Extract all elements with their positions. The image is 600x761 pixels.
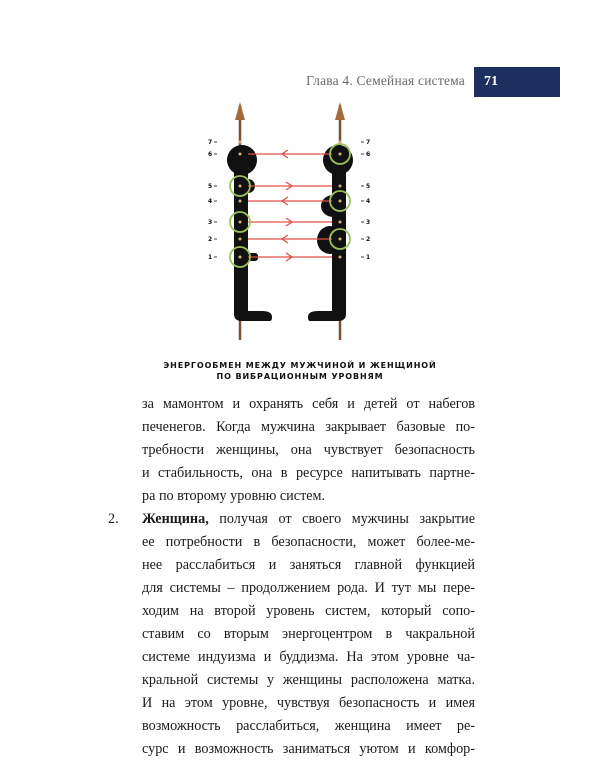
text-line: печенегов. Когда мужчина закрывает базовые по- [142,419,475,435]
text-line: нее расслабиться и заняться главной функцией [142,557,475,573]
level-label-left-7: 7 [208,139,213,146]
male-arrowhead [235,102,245,120]
text-line: ставим со вторым энергоцентром в чакральной [142,626,475,642]
energy-exchange-diagram [190,100,390,350]
level-label-right-1: 1 [366,254,371,261]
text-line: ходим на второй уровень систем, который сопо- [142,603,475,619]
level-label-right-5: 5 [366,183,371,190]
text-line: возможность расслабиться, женщина имеет ре- [142,718,475,734]
list-item-first-rest: получая от своего мужчины закрытие [208,511,475,527]
level-label-left-3: 3 [208,219,213,226]
text-line: кральной системы у женщины расположена матка. [142,672,475,688]
text-line: требности женщины, она чувствует безопасность [142,442,475,458]
diagram-svg [190,100,390,350]
list-item-number: 2. [108,511,119,527]
list-item-term: Женщина, [142,511,209,527]
caption-line-2: ПО ВИБРАЦИОННЫМ УРОВНЯМ [216,372,384,381]
level-label-left-6: 6 [208,151,213,158]
list-item-first-line [142,508,475,531]
caption-line-1: ЭНЕРГООБМЕН МЕЖДУ МУЖЧИНОЙ И ЖЕНЩИНОЙ [163,361,437,370]
text-line: ее потребности в безопасности, может более-ме- [142,534,475,550]
level-label-right-2: 2 [366,236,371,243]
level-label-left-2: 2 [208,236,213,243]
text-line: И на этом уровне, чувствуя безопасность и имея [142,695,475,711]
text-line: для системы – продолжением рода. И тут мы пере- [142,580,475,596]
level-label-left-5: 5 [208,183,213,190]
level-label-left-4: 4 [208,198,213,205]
text-line: системе индуизма и буддизма. На этом уровне ча- [142,649,475,665]
text-line: и стабильность, она в ресурсе напитывать партне- [142,465,475,481]
male-silhouette [227,145,272,321]
level-label-right-6: 6 [366,151,371,158]
page-header [0,67,600,97]
level-label-right-4: 4 [366,198,371,205]
text-line: ра по второму уровню систем. [142,488,326,504]
page-number: 71 [474,67,560,97]
level-label-left-1: 1 [208,254,213,261]
chapter-title: Глава 4. Семейная система [306,73,465,88]
female-silhouette [308,145,353,321]
female-arrowhead [335,102,345,120]
text-line: сурс и возможность заниматься уютом и комфор- [142,741,475,757]
text-line: за мамонтом и охранять себя и детей от набегов [142,396,475,412]
level-label-right-7: 7 [366,139,371,146]
figure-caption [100,360,500,382]
level-label-right-3: 3 [366,219,371,226]
